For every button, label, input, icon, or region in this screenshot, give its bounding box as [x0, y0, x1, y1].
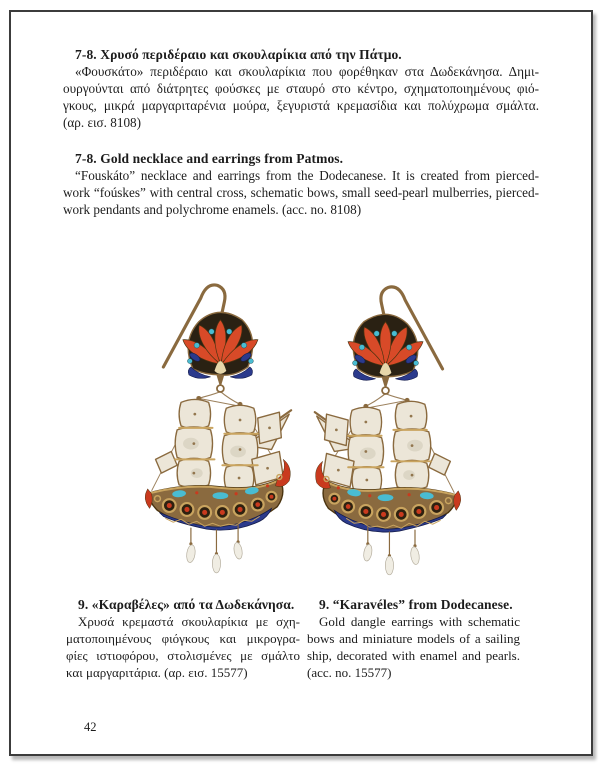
text-line: γκους, μικρά μαργαριταρένια μούρα, ξεγυριστά κρεμασίδια και πολύχρωμα σμάλτα. [63, 98, 539, 113]
text-line: (acc. no. 15577) [307, 665, 392, 680]
text-line: φίες ιστιοφόρου, στολισμένες με σμάλτο [66, 648, 300, 663]
text-line: Χρυσά κρεμαστά σκουλαρίκια με σχη- [78, 614, 300, 629]
text-line: «Φουσκάτο» περιδέραιο και σκουλαρίκια που φορέθηκαν στα Δωδεκάνησα. Δημι- [75, 64, 539, 79]
page-number: 42 [84, 720, 97, 734]
text-line: Gold dangle earrings with schematic [319, 614, 520, 629]
text-line: ουργούνται από διάτρητες φούσκες με σταυρό στο κέντρο, σχηματοποιημένους φιό- [63, 81, 539, 96]
entry-9-english [307, 596, 520, 681]
text-line: (αρ. εισ. 8108) [63, 115, 142, 130]
entry-7-8-english-heading: 7-8. Gold necklace and earrings from Patmos. [75, 151, 344, 166]
text-line: work “foúskes” with central cross, schematic bows, small seed-pearl mulberries, pierced- [63, 185, 539, 200]
entry-7-8-greek-heading: 7-8. Χρυσό περιδέραιο και σκουλαρίκια από την Πάτμο. [75, 47, 402, 62]
text-line: bows and miniature models of a sailing [307, 631, 520, 646]
entry-9-english-heading: 9. “Karavéles” from Dodecanese. [319, 597, 513, 612]
earrings-photo [128, 263, 472, 581]
entry-7-8-english [63, 150, 539, 218]
text-line: “Fouskáto” necklace and earrings from the Dodecanese. It is created from pierced- [75, 168, 539, 183]
entry-9-greek-heading: 9. «Καραβέλες» από τα Δωδεκάνησα. [78, 597, 295, 612]
karavela-earrings-illustration [128, 263, 472, 581]
text-line: ματοποιημένους φιόγκους και μικρογρα- [66, 631, 300, 646]
entry-7-8-greek [63, 46, 539, 131]
text-line: και μαργαριτάρια. (αρ. εισ. 15577) [66, 665, 248, 680]
text-line: work pendants and polychrome enamels. (acc. no. 8108) [63, 202, 362, 217]
entry-9-greek [66, 596, 300, 681]
text-line: ship, decorated with enamel and pearls. [307, 648, 520, 663]
